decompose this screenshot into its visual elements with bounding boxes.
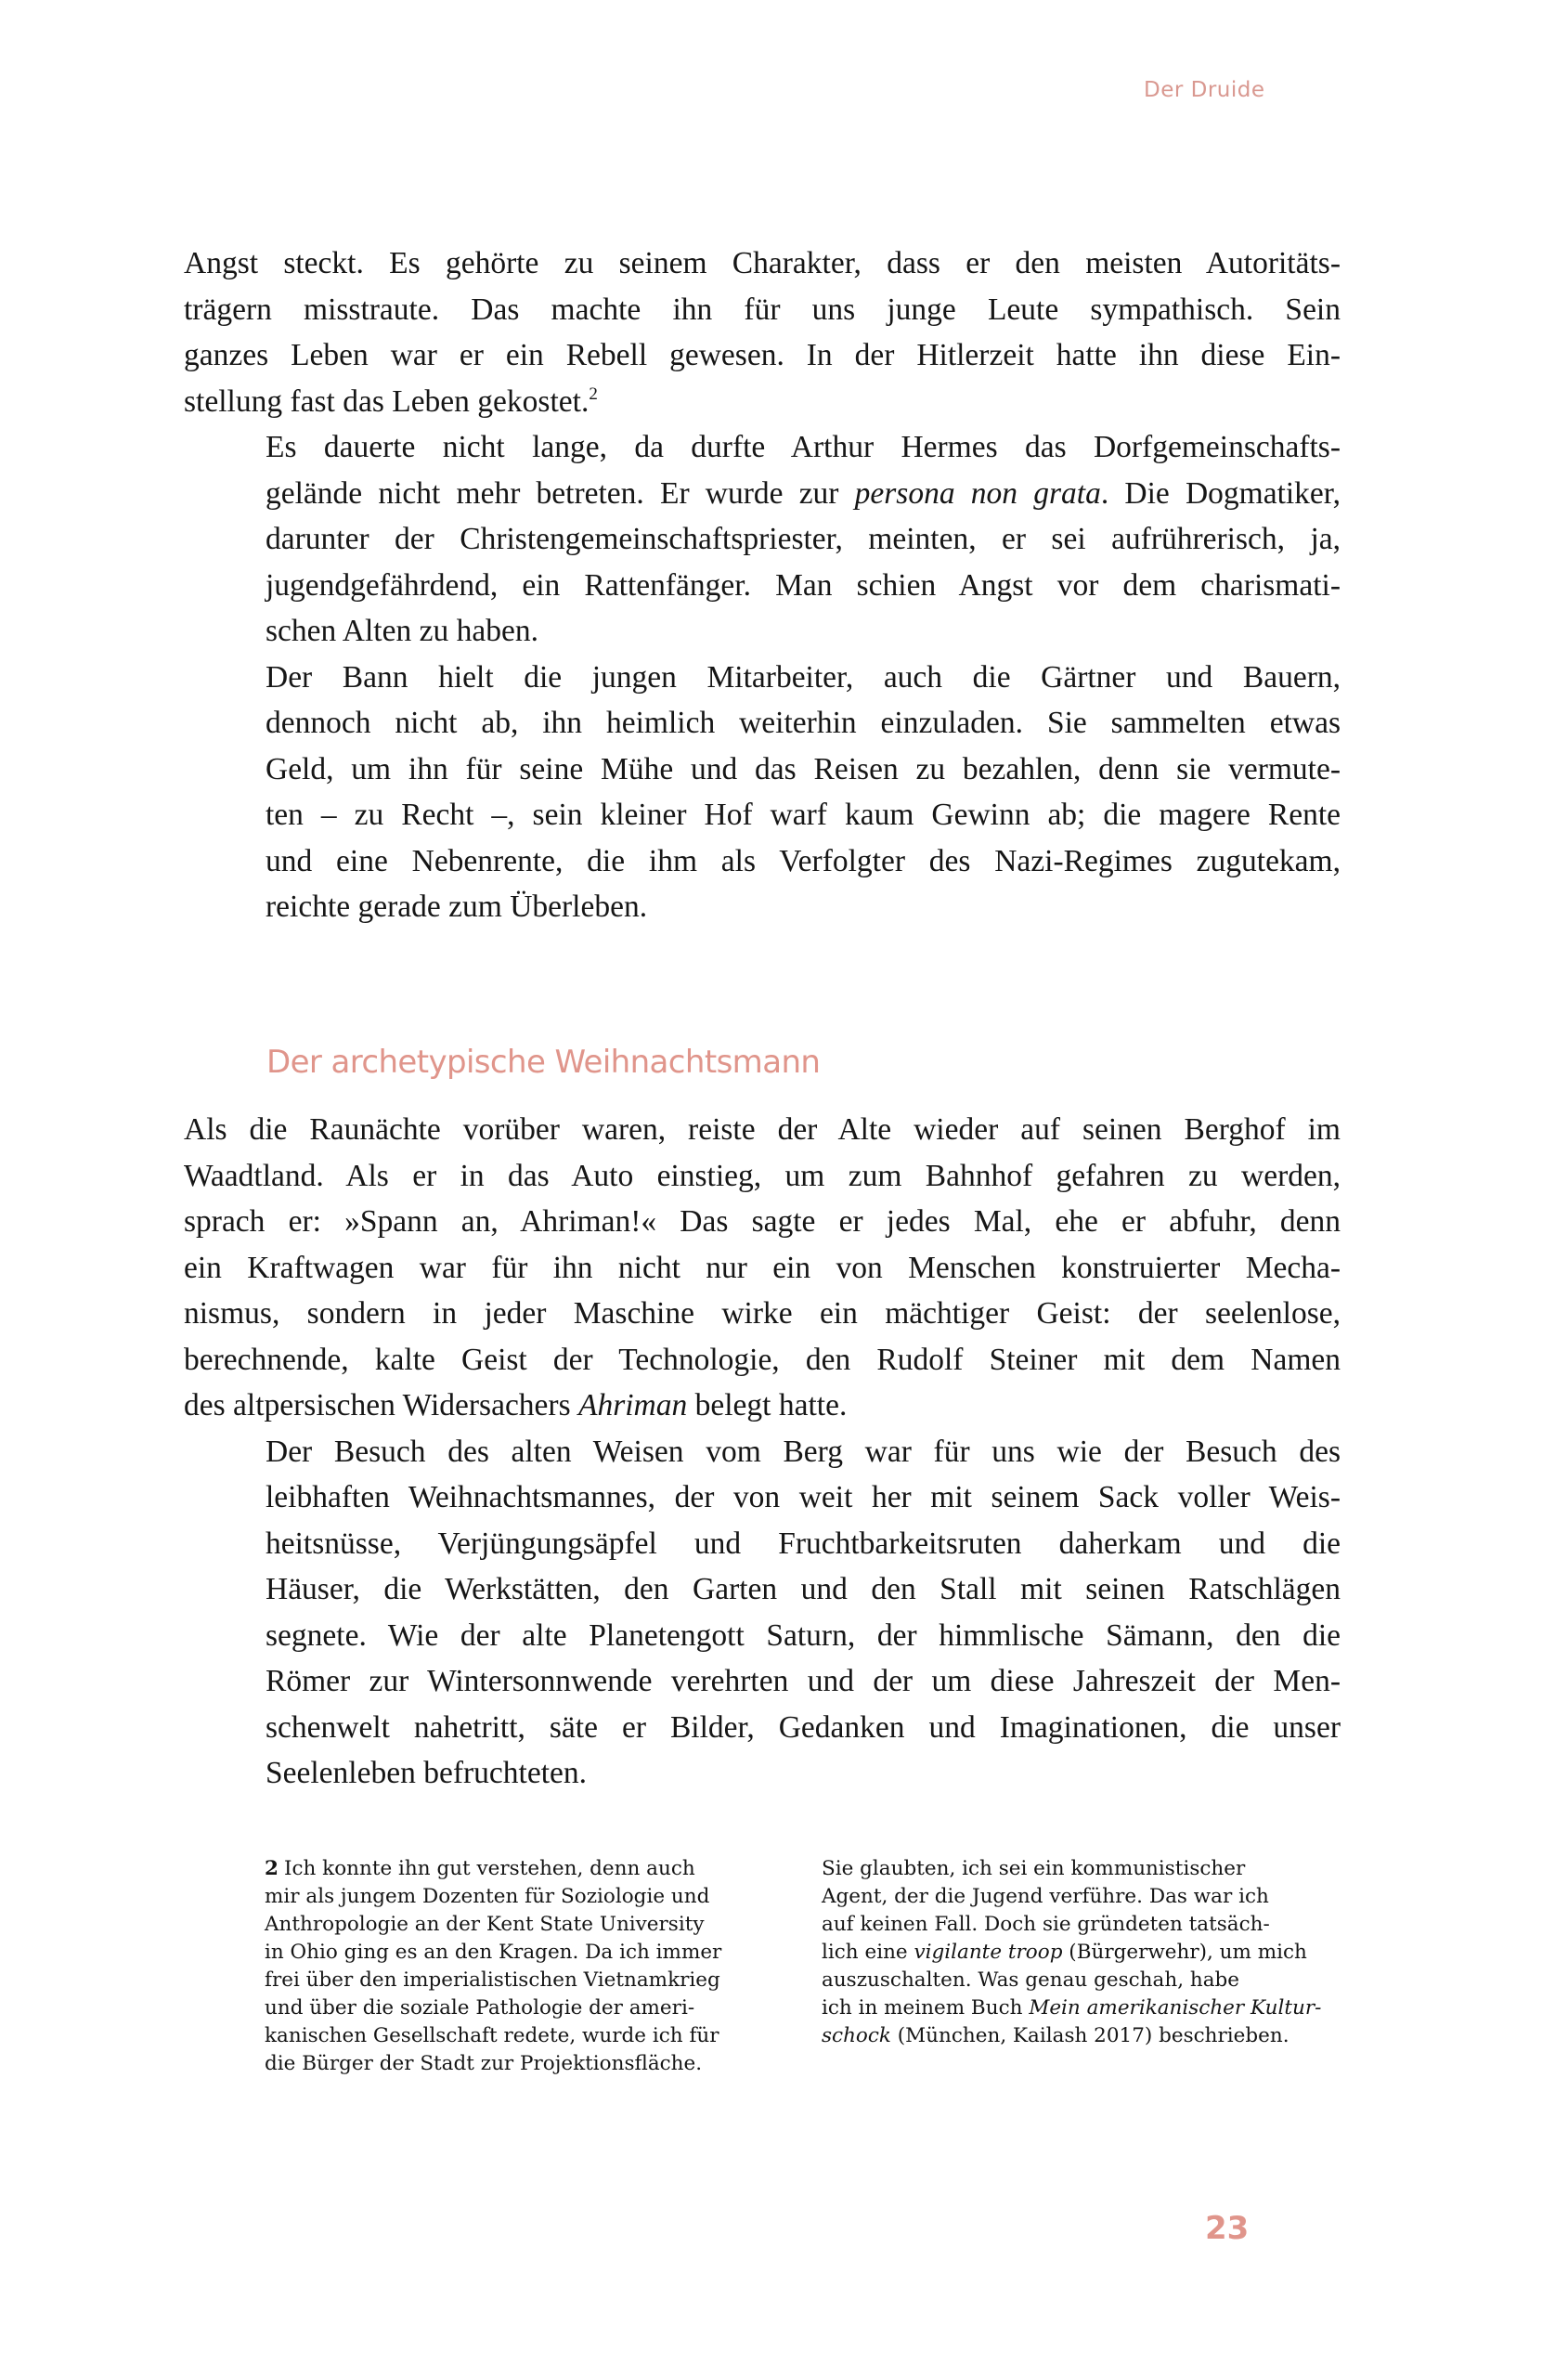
text-line: segnete. Wie der alte Planetengott Saturn, der himmlische Sämann, den die bbox=[266, 1617, 1341, 1653]
paragraph bbox=[184, 1429, 1341, 1797]
text-line: Römer zur Wintersonnwende verehrten und der um diese Jahreszeit der Men- bbox=[266, 1664, 1341, 1698]
text-line: Seelenleben befruchteten. bbox=[266, 1756, 587, 1790]
footnote-line: in Ohio ging es an den Kragen. Da ich immer bbox=[265, 1941, 722, 1964]
footnote-line: und über die soziale Pathologie der ameri- bbox=[265, 1996, 695, 2020]
text-line: Häuser, die Werkstätten, den Garten und den Stall mit seinen Ratschlägen bbox=[266, 1572, 1341, 1606]
text-line: schen Alten zu haben. bbox=[266, 614, 538, 648]
footnote-line: auszuschalten. Was genau geschah, habe bbox=[822, 1968, 1240, 1992]
text-line: sprach er: »Spann an, Ahriman!« Das sagte er jedes Mal, ehe er abfuhr, denn bbox=[184, 1204, 1341, 1239]
book-title: schock bbox=[822, 2024, 891, 2047]
text-line: schenwelt nahetritt, säte er Bilder, Gedanken und Imaginationen, die unser bbox=[266, 1709, 1341, 1745]
italic-phrase: Ahriman bbox=[578, 1388, 688, 1422]
footnote-line: die Bürger der Stadt zur Projektionsfläche. bbox=[265, 2052, 703, 2075]
italic-phrase: persona non grata bbox=[854, 475, 1101, 511]
footnote-line: 2 Ich konnte ihn gut verstehen, denn auch bbox=[265, 1857, 695, 1880]
paragraph bbox=[184, 1107, 1341, 1429]
section-heading: Der archetypische Weihnachtsmann bbox=[266, 1044, 821, 1082]
text-line: Als die Raunächte vorüber waren, reiste der Alte wieder auf seinen Berghof im bbox=[184, 1112, 1341, 1147]
paragraph bbox=[184, 424, 1341, 655]
text-line: Angst steckt. Es gehörte zu seinem Charakter, dass er den meisten Autoritäts- bbox=[184, 246, 1341, 280]
footnote-line: Anthropologie an der Kent State University bbox=[265, 1913, 705, 1936]
text-line: stellung fast das Leben gekostet.$^2$ bbox=[184, 383, 598, 419]
running-head: Der Druide bbox=[1144, 78, 1265, 102]
text-line: ten – zu Recht –, sein kleiner Hof warf kaum Gewinn ab; die magere Rente bbox=[266, 798, 1341, 832]
text-line: und eine Nebenrente, die ihm als Verfolgter des Nazi-Regimes zugutekam, bbox=[266, 843, 1341, 878]
text-line: darunter der Christengemeinschaftspriester, meinten, er sei aufrührerisch, ja, bbox=[266, 522, 1341, 556]
paragraph bbox=[184, 655, 1341, 930]
footnote-column-2 bbox=[822, 1855, 1341, 2050]
text-line: berechnende, kalte Geist der Technologie, den Rudolf Steiner mit dem Namen bbox=[184, 1342, 1341, 1377]
footnote-line: lich eine vigilante troop (Bürgerwehr), um mich bbox=[822, 1941, 1307, 1964]
text-line: Geld, um ihn für seine Mühe und das Reisen zu bezahlen, denn sie vermute- bbox=[266, 751, 1341, 786]
footnote-number: 2 bbox=[265, 1857, 279, 1880]
text-line: Der Bann hielt die jungen Mitarbeiter, auch die Gärtner und Bauern, bbox=[266, 659, 1341, 695]
footnote-line: Sie glaubten, ich sei ein kommunistischer bbox=[822, 1857, 1246, 1880]
text-line: gelände nicht mehr betreten. Er wurde zur persona non grata. Die Dogmatiker, bbox=[266, 475, 1341, 511]
text-line: trägern misstraute. Das machte ihn für uns junge Leute sympathisch. Sein bbox=[184, 292, 1341, 327]
book-title: Mein amerikanischer Kultur- bbox=[1029, 1996, 1322, 2020]
text-line: dennoch nicht ab, ihn heimlich weiterhin einzuladen. Sie sammelten etwas bbox=[266, 706, 1341, 740]
footnote-line: frei über den imperialistischen Vietnamkrieg bbox=[265, 1968, 720, 1992]
text-line: ganzes Leben war er ein Rebell gewesen. In der Hitlerzeit hatte ihn diese Ein- bbox=[184, 338, 1341, 372]
text-line: Es dauerte nicht lange, da durfte Arthur Hermes das Dorfgemeinschafts- bbox=[266, 430, 1341, 464]
footnote-reference[interactable]: 2 bbox=[589, 383, 598, 404]
text-line: jugendgefährdend, ein Rattenfänger. Man schien Angst vor dem charismati- bbox=[266, 567, 1341, 603]
footnote-line: mir als jungem Dozenten für Soziologie und bbox=[265, 1885, 710, 1908]
paragraph bbox=[184, 240, 1341, 424]
text-line: reichte gerade zum Überleben. bbox=[266, 890, 648, 924]
text-line: Waadtland. Als er in das Auto einstieg, um zum Bahnhof gefahren zu werden, bbox=[184, 1158, 1341, 1193]
footnote-line: auf keinen Fall. Doch sie gründeten tatsäch- bbox=[822, 1913, 1270, 1936]
footnote-line: kanischen Gesellschaft redete, wurde ich für bbox=[265, 2024, 719, 2047]
page-number: 23 bbox=[1205, 2210, 1250, 2247]
footnote-line: schock (München, Kailash 2017) beschrieben. bbox=[822, 2024, 1289, 2047]
text-line: leibhaften Weihnachtsmannes, der von weit her mit seinem Sack voller Weis- bbox=[266, 1480, 1341, 1514]
body-text-block-1 bbox=[184, 240, 1341, 930]
text-line: Der Besuch des alten Weisen vom Berg war für uns wie der Besuch des bbox=[266, 1434, 1341, 1469]
italic-phrase: vigilante troop bbox=[914, 1941, 1063, 1964]
footnote-line: ich in meinem Buch Mein amerikanischer Kultur- bbox=[822, 1996, 1322, 2020]
footnote-column-1 bbox=[265, 1855, 784, 2078]
footnote-line: Agent, der die Jugend verführe. Das war ich bbox=[822, 1885, 1269, 1908]
text-line: ein Kraftwagen war für ihn nicht nur ein von Menschen konstruierter Mecha- bbox=[184, 1250, 1341, 1285]
body-text-block-2 bbox=[184, 1107, 1341, 1797]
text-line: nismus, sondern in jeder Maschine wirke ein mächtiger Geist: der seelenlose, bbox=[184, 1296, 1341, 1331]
text-line: heitsnüsse, Verjüngungsäpfel und Fruchtbarkeitsruten daherkam und die bbox=[266, 1526, 1341, 1561]
text-line: des altpersischen Widersachers Ahriman belegt hatte. bbox=[184, 1388, 848, 1422]
